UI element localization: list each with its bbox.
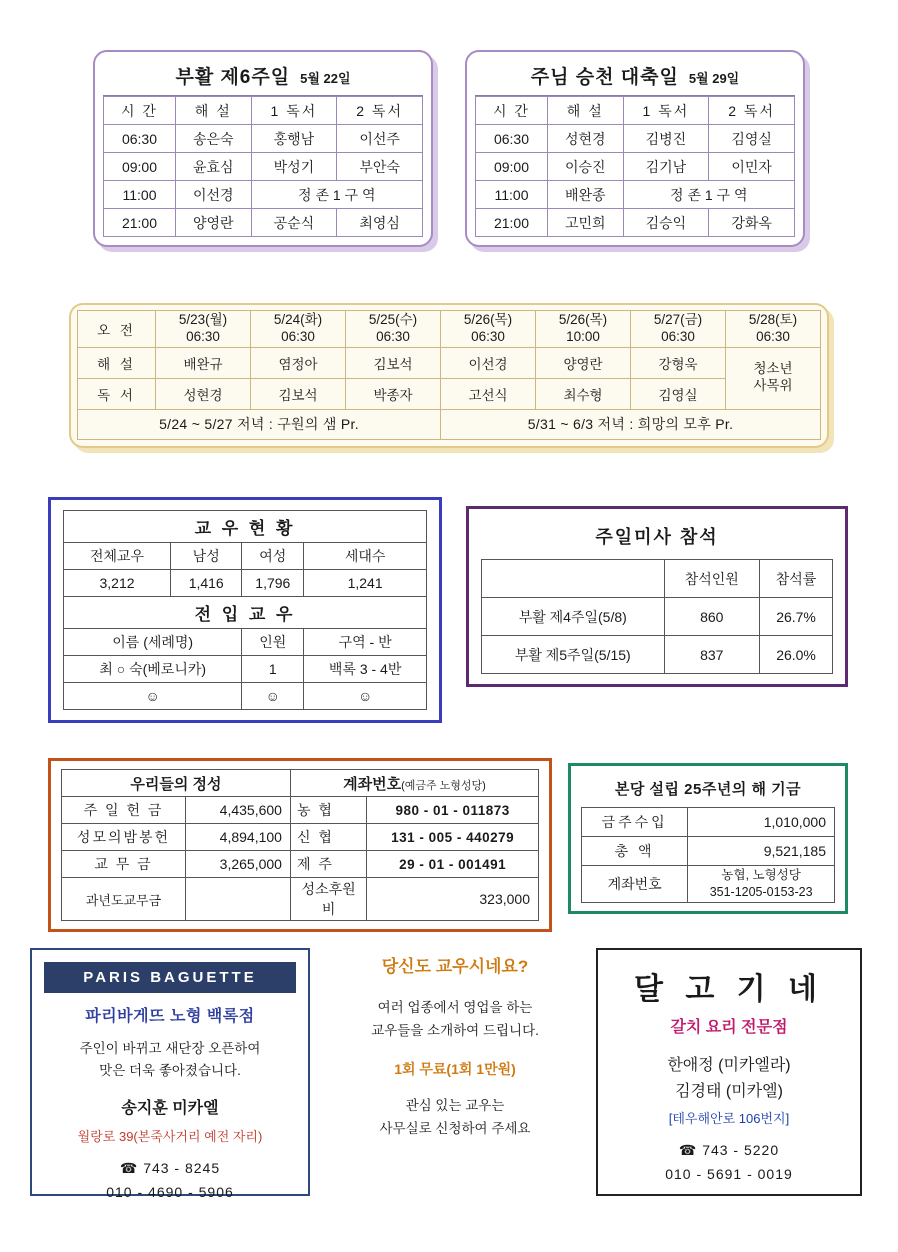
weekday-date: 5/26(목)	[558, 312, 608, 327]
cell-account-label: 계좌번호	[582, 866, 688, 903]
weekday-date: 5/27(금)	[653, 312, 703, 327]
cell-reading1: 김승익	[623, 209, 709, 237]
table-row	[64, 570, 427, 597]
table-row	[104, 153, 423, 181]
cell-commentator: 윤효심	[176, 153, 252, 181]
cell-commentator: 김보석	[346, 347, 441, 378]
table-row	[482, 636, 833, 674]
table-row	[64, 543, 427, 570]
col-header-reading2: 2 독서	[337, 97, 423, 125]
table-row	[482, 598, 833, 636]
ad-owner-1: 한애정 (미카엘라)	[667, 1057, 791, 1074]
col-header-reading1: 1 독서	[623, 97, 709, 125]
cell-reading2: 김영실	[709, 125, 795, 153]
cell-weekly-income-label: 금주수입	[582, 808, 688, 837]
table-row	[62, 797, 539, 824]
table-row	[64, 656, 427, 683]
table-row	[104, 209, 423, 237]
cell-commentator: 양영란	[176, 209, 252, 237]
cell-reader: 성현경	[156, 378, 251, 409]
ad-shop-name: 달 고 기 네	[634, 973, 824, 1006]
ad-dalgogine[interactable]	[596, 948, 862, 1196]
weekday-corner-label: 오 전	[78, 311, 156, 348]
cell-reading1: 홍행남	[251, 125, 337, 153]
fund-title: 본당 설립 25주년의 해 기금	[614, 781, 802, 798]
table-row	[104, 181, 423, 209]
ad-invitation-line2: 교우들을 소개하여 드립니다.	[371, 1022, 539, 1038]
cell-rate: 26.7%	[760, 598, 833, 636]
attendance-title: 주일미사 참석	[595, 527, 719, 547]
fund-table	[581, 807, 835, 903]
cell-name: 최 ○ 숙(베로니카)	[64, 656, 242, 683]
row-label-commentator: 해 설	[78, 347, 156, 378]
cell-time: 09:00	[104, 153, 176, 181]
cell-reading2: 이선주	[337, 125, 423, 153]
cell-total-value: 9,521,185	[688, 837, 835, 866]
weekday-footer-2: 5/31 ~ 6/3 저녁 : 희망의 모후 Pr.	[441, 409, 821, 439]
ad-phone-2: 010 - 4690 - 5906	[106, 1183, 234, 1200]
weekday-card	[69, 303, 829, 448]
table-row	[78, 311, 821, 348]
cell-total-label: 총 액	[582, 837, 688, 866]
weekday-footer-1: 5/24 ~ 5/27 저녁 : 구원의 샘 Pr.	[78, 409, 441, 439]
youth-line2: 사목위	[753, 378, 793, 394]
cell-time: 11:00	[104, 181, 176, 209]
schedule-2-title-row	[475, 58, 795, 96]
offering-title: 우리들의 정성	[62, 770, 291, 797]
table-row	[64, 683, 427, 710]
account-title-sub: (예금주 노형성당)	[401, 779, 486, 792]
cell-time: 09:00	[476, 153, 548, 181]
cell-male: 1,416	[171, 570, 242, 597]
parish-status-table	[63, 510, 427, 710]
table-row	[482, 560, 833, 598]
cell-offering-amount: 4,894,100	[186, 824, 291, 851]
advertisements-row	[0, 940, 898, 1200]
weekday-date: 5/25(수)	[368, 312, 418, 327]
cell-commentator: 고민희	[548, 209, 624, 237]
cell-reader: 김영실	[631, 378, 726, 409]
ad-phone-1: ☎ 743 - 8245	[119, 1160, 221, 1177]
weekday-date: 5/28(토)	[748, 312, 798, 327]
cell-account-number: 980 - 01 - 011873	[367, 797, 539, 824]
weekday-schedule	[69, 303, 829, 448]
table-row	[476, 209, 795, 237]
parish-status-title: 교 우 현 황	[64, 511, 427, 543]
schedule-2-title: 주님 승천 대축일	[530, 67, 679, 88]
ad-description-line2: 맛은 더욱 좋아졌습니다.	[99, 1062, 241, 1078]
table-row	[64, 629, 427, 656]
cell-households: 1,241	[304, 570, 427, 597]
cell-commentator: 이선경	[176, 181, 252, 209]
ad-invitation-price: 1회 무료(1회 1만원)	[394, 1060, 516, 1077]
weekday-time: 06:30	[281, 328, 315, 344]
cell-week: 부활 제4주일(5/8)	[482, 598, 665, 636]
schedule-card-2	[465, 50, 805, 247]
ad-invitation-footer	[330, 1095, 580, 1141]
cell-reader: 박종자	[346, 378, 441, 409]
sunday-schedules	[0, 50, 898, 247]
weekday-header	[251, 311, 346, 348]
weekday-table	[77, 310, 821, 440]
col-header-rate: 참석률	[760, 560, 833, 598]
cell-account-info	[688, 866, 835, 903]
ad-owner-2: 김경태 (미카엘)	[675, 1082, 783, 1100]
ad-invitation	[330, 952, 580, 1141]
cell-offering-label: 교 무 금	[62, 851, 186, 878]
youth-line1: 청소년	[753, 361, 793, 377]
weekday-header	[441, 311, 536, 348]
weekday-time: 06:30	[186, 328, 220, 344]
cell-prior-year-label: 과년도교무금	[62, 878, 186, 921]
cell-account-number: 131 - 005 - 440279	[367, 824, 539, 851]
cell-commentator: 이선경	[441, 347, 536, 378]
weekday-date: 5/23(월)	[178, 312, 228, 327]
cell-weekly-income-value: 1,010,000	[688, 808, 835, 837]
ad-phone-2: 010 - 5691 - 0019	[665, 1165, 793, 1182]
cell-reader: 고선식	[441, 378, 536, 409]
ad-brand-banner: PARIS BAGUETTE	[44, 962, 296, 993]
ad-owner-block	[606, 1053, 852, 1104]
table-row	[476, 97, 795, 125]
account-title	[290, 770, 538, 797]
weekday-date: 5/26(목)	[463, 312, 513, 327]
table-row	[104, 125, 423, 153]
cell-district: 백록 3 - 4반	[304, 656, 427, 683]
cell-placeholder: ☺	[64, 683, 242, 710]
col-header-name: 이름 (세례명)	[64, 629, 242, 656]
schedule-1-date: 5월 22일	[300, 71, 351, 86]
account-bank: 농협, 노형성당	[721, 868, 801, 882]
cell-time: 21:00	[476, 209, 548, 237]
table-row	[78, 347, 821, 378]
cell-reading1: 박성기	[251, 153, 337, 181]
parish-status-card	[48, 497, 442, 723]
table-row	[476, 181, 795, 209]
cell-bank-name: 신 협	[290, 824, 366, 851]
schedule-2-table	[475, 96, 795, 237]
cell-reading1: 공순식	[251, 209, 337, 237]
cell-time: 21:00	[104, 209, 176, 237]
cell-count: 837	[664, 636, 760, 674]
col-header-reading2: 2 독서	[709, 97, 795, 125]
cell-account-number: 29 - 01 - 001491	[367, 851, 539, 878]
table-row	[78, 378, 821, 409]
weekday-time: 06:30	[661, 328, 695, 344]
account-number: 351-1205-0153-23	[709, 884, 813, 899]
table-row	[62, 851, 539, 878]
account-title-main: 계좌번호	[343, 775, 402, 793]
cell-time: 06:30	[476, 125, 548, 153]
offering-table	[61, 769, 539, 921]
ad-invitation-line3: 관심 있는 교우는	[405, 1097, 505, 1113]
table-row	[62, 878, 539, 921]
col-header-commentator: 해 설	[548, 97, 624, 125]
table-row	[64, 597, 427, 629]
cell-youth-office	[726, 347, 821, 409]
cell-reading2: 강화옥	[709, 209, 795, 237]
cell-reading2: 부안숙	[337, 153, 423, 181]
ad-owner-name: 송지훈 미카엘	[121, 1100, 219, 1118]
ad-description-line1: 주인이 바뀌고 새단장 오픈하여	[79, 1041, 261, 1056]
ad-phone-block	[40, 1157, 300, 1205]
cell-reading1: 김병진	[623, 125, 709, 153]
weekday-header	[631, 311, 726, 348]
schedule-1-title-row	[103, 58, 423, 96]
ad-address: [테우해안로 106번지]	[668, 1111, 790, 1127]
cell-count: 1	[242, 656, 304, 683]
col-header-count: 인원	[242, 629, 304, 656]
weekday-time: 06:30	[471, 328, 505, 344]
schedule-2-date: 5월 29일	[688, 71, 740, 86]
ad-invitation-line4: 사무실로 신청하여 주세요	[379, 1120, 531, 1136]
col-header-time: 시 간	[476, 97, 548, 125]
cell-commentator: 송은숙	[176, 125, 252, 153]
table-row	[476, 125, 795, 153]
weekday-header	[346, 311, 441, 348]
offering-card	[48, 758, 552, 932]
cell-offering-amount: 3,265,000	[186, 851, 291, 878]
cell-commentator: 배완규	[156, 347, 251, 378]
cell-week: 부활 제5주일(5/15)	[482, 636, 665, 674]
col-header-district: 구역 - 반	[304, 629, 427, 656]
table-row	[62, 770, 539, 797]
ad-phone-1: ☎ 743 - 5220	[678, 1142, 780, 1159]
ad-phone-block	[606, 1139, 852, 1187]
col-header-blank	[482, 560, 665, 598]
cell-bank-name: 농 협	[290, 797, 366, 824]
cell-vocation-label: 성소후원비	[290, 878, 366, 921]
weekday-time: 06:30	[756, 328, 790, 344]
cell-commentator: 양영란	[536, 347, 631, 378]
attendance-card	[466, 506, 848, 687]
weekday-date: 5/24(화)	[273, 312, 323, 327]
schedule-1-title: 부활 제6주일	[175, 67, 291, 88]
fund-card	[568, 763, 848, 914]
cell-reading2: 이민자	[709, 153, 795, 181]
cell-commentator: 강형욱	[631, 347, 726, 378]
ad-address: 월랑로 39(본죽사거리 예전 자리)	[77, 1129, 263, 1145]
weekday-time: 06:30	[376, 328, 410, 344]
cell-commentator: 이승진	[548, 153, 624, 181]
weekday-header	[726, 311, 821, 348]
attendance-table	[481, 559, 833, 674]
cell-bank-name: 제 주	[290, 851, 366, 878]
col-header-households: 세대수	[304, 543, 427, 570]
cell-offering-label: 성모의밤봉헌	[62, 824, 186, 851]
cell-female: 1,796	[242, 570, 304, 597]
cell-district: 정 존 1 구 역	[623, 181, 794, 209]
cell-district: 정 존 1 구 역	[251, 181, 422, 209]
ad-invitation-body	[330, 997, 580, 1043]
table-row	[582, 837, 835, 866]
cell-commentator: 염정아	[251, 347, 346, 378]
schedule-card-1	[93, 50, 433, 247]
ad-paris-baguette[interactable]	[30, 948, 310, 1200]
cell-placeholder: ☺	[304, 683, 427, 710]
col-header-total: 전체교우	[64, 543, 171, 570]
cell-reading1: 김기남	[623, 153, 709, 181]
table-row	[582, 808, 835, 837]
col-header-male: 남성	[171, 543, 242, 570]
cell-time: 06:30	[104, 125, 176, 153]
cell-vocation-amount: 323,000	[367, 878, 539, 921]
ad-invitation-line1: 여러 업종에서 영업을 하는	[377, 1000, 533, 1015]
cell-rate: 26.0%	[760, 636, 833, 674]
ad-specialty: 갈치 요리 전문점	[670, 1019, 788, 1036]
weekday-time: 10:00	[566, 328, 600, 344]
ad-invitation-headline: 당신도 교우시네요?	[381, 957, 529, 976]
ad-description	[40, 1038, 300, 1081]
cell-reader: 김보석	[251, 378, 346, 409]
cell-reading2: 최영심	[337, 209, 423, 237]
weekday-header	[536, 311, 631, 348]
table-row	[582, 866, 835, 903]
newcomers-title: 전 입 교 우	[64, 597, 427, 629]
table-row	[64, 511, 427, 543]
table-row	[62, 824, 539, 851]
cell-commentator: 배완종	[548, 181, 624, 209]
cell-offering-label: 주 일 헌 금	[62, 797, 186, 824]
cell-commentator: 성현경	[548, 125, 624, 153]
row-label-reader: 독 서	[78, 378, 156, 409]
cell-total: 3,212	[64, 570, 171, 597]
cell-count: 860	[664, 598, 760, 636]
cell-placeholder: ☺	[242, 683, 304, 710]
ad-shop-name: 파리바게뜨 노형 백록점	[85, 1008, 255, 1025]
col-header-commentator: 해 설	[176, 97, 252, 125]
cell-offering-amount: 4,435,600	[186, 797, 291, 824]
col-header-reading1: 1 독서	[251, 97, 337, 125]
weekday-header	[156, 311, 251, 348]
schedule-1-table	[103, 96, 423, 237]
col-header-time: 시 간	[104, 97, 176, 125]
table-row	[104, 97, 423, 125]
col-header-female: 여성	[242, 543, 304, 570]
table-row	[476, 153, 795, 181]
col-header-count: 참석인원	[664, 560, 760, 598]
cell-prior-year-amount	[186, 878, 291, 921]
cell-reader: 최수형	[536, 378, 631, 409]
table-row	[78, 409, 821, 439]
cell-time: 11:00	[476, 181, 548, 209]
